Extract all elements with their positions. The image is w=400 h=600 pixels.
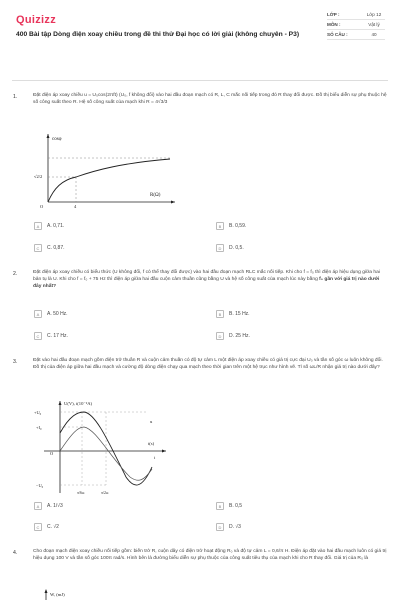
option-text: C. 17 Hz. <box>47 333 68 339</box>
option-text: D. √3 <box>229 524 241 530</box>
meta-count-label: SỐ CÂU : <box>327 32 348 37</box>
option-box: D <box>216 332 224 340</box>
option-box: A <box>34 502 42 510</box>
option-text: A. 0,71. <box>47 223 65 229</box>
option-box: A <box>34 222 42 230</box>
q3-y-tick-u0: +U₀ <box>34 410 42 415</box>
q4-y-label: W, (mJ) <box>50 592 65 597</box>
q3-graph <box>30 397 170 497</box>
option-text: A. 1/√3 <box>47 503 63 509</box>
meta-class <box>327 10 385 20</box>
meta-count <box>327 30 385 40</box>
option-text: A. 50 Hz. <box>47 311 68 317</box>
q3-x-tick-1: π/6ω <box>77 491 85 495</box>
q2-option-c[interactable] <box>34 332 68 340</box>
option-text: C. √2 <box>47 524 59 530</box>
q1-y-tick: √2/2 <box>34 174 43 179</box>
option-text: B. 15 Hz. <box>229 311 250 317</box>
q2-option-a[interactable] <box>34 310 68 318</box>
q3-t-label: t(s) <box>148 441 155 446</box>
option-text: B. 0,5 <box>229 503 243 509</box>
option-box: A <box>34 310 42 318</box>
question-text: Đặt điện áp xoay chiều u = U₀cos(2πft) (U₀, f không đổi) vào hai đầu đoạn mạch có R, L, C mắc nối tiếp trong đó R thay đổi được. Đồ thị biểu diễn sự phụ thuộc hệ số công suất theo R. Hệ số công suất của mạch khi R = 4√3/3 <box>33 93 387 105</box>
meta-subject-label: MÔN : <box>327 22 341 27</box>
q1-option-b[interactable] <box>216 222 246 230</box>
q1-option-a[interactable] <box>34 222 64 230</box>
option-text: B. 0,59. <box>229 223 247 229</box>
q1-x-tick: 4 <box>74 204 77 209</box>
question-text: Cho đoạn mạch điện xoay chiều nối tiếp gồm: biến trở R, cuộn dây có điện trở hoạt động R₀ và độ tự cảm L = 0,6/π H. Điện áp đặt vào hai đầu mạch luôn có giá trị hiệu dụng 100 V và tần số góc 100π rad/s. Hình bên là đường biểu diễn sự phụ thuộc của công suất tiêu thụ của mạch khi cho R thay đổi. Giá trị của R₀ là <box>33 549 387 561</box>
q2-option-b[interactable] <box>216 310 250 318</box>
q1-graph <box>30 130 180 210</box>
q3-i-label: i <box>154 455 156 460</box>
question-text: Đặt vào hai đầu đoạn mạch gồm điện trở thuần R và cuộn cảm thuần có độ tự cảm L một điện áp xoay chiều có giá trị cực đại U₀ và tần số góc ω luôn không đổi. Đồ thị của điện áp giữa hai đầu mạch và cường độ dòng điện chạy qua mạch theo thời gian trên một hệ trục như hình vẽ. Tỉ số ωL/R nhận giá trị nào dưới đây? <box>33 358 383 370</box>
option-box: B <box>216 310 224 318</box>
q3-option-c[interactable] <box>34 523 59 531</box>
q3-option-a[interactable] <box>34 502 63 510</box>
header-divider <box>12 80 388 81</box>
q3-option-d[interactable] <box>216 523 241 531</box>
option-text: D. 0,5. <box>229 245 244 251</box>
option-box: D <box>216 244 224 252</box>
q3-y-tick-i0: +I₀ <box>36 425 42 430</box>
question-emphasis: f₀ gần với giá trị nào dưới đây nhất? <box>33 277 380 289</box>
question-text <box>33 269 389 290</box>
q1-option-c[interactable] <box>34 244 65 252</box>
question-body: Đặt điện áp xoay chiều có biểu thức (U không đổi, f có thể thay đổi được) vào hai đầu đoạn mạch RLC mắc nối tiếp. Khi cho f = f₀ thì điện áp hiệu dụng giữa hai bản tụ là U. Khi cho f = f₀ + 75 Hz thì điện áp giữa hai đầu cuộn cảm thuần cũng bằng U và hệ số công suất của mạch lúc này bằng <box>33 270 380 282</box>
meta-class-value: Lớp 12 <box>366 12 382 17</box>
meta-panel <box>327 10 385 40</box>
meta-class-label: LỚP : <box>327 12 340 17</box>
meta-count-value: 40 <box>371 32 377 37</box>
q3-u-label: u <box>150 419 153 424</box>
meta-subject-value: Vật lý <box>368 22 380 27</box>
q1-option-d[interactable] <box>216 244 244 252</box>
option-box: D <box>216 523 224 531</box>
q1-x-label: R(Ω) <box>150 193 161 198</box>
option-box: C <box>34 523 42 531</box>
question-number: 3. <box>13 359 18 365</box>
option-box: B <box>216 222 224 230</box>
q3-y-tick-minus-u0: −U₀ <box>36 483 44 488</box>
option-box: B <box>216 502 224 510</box>
option-text: C. 0,87. <box>47 245 65 251</box>
q3-x-tick-2: π/2ω <box>101 491 109 495</box>
quizizz-logo: Quizizz <box>16 14 56 26</box>
q2-option-d[interactable] <box>216 332 250 340</box>
question-number: 4. <box>13 550 18 556</box>
q3-y-label: U(V), i(10⁻³A) <box>64 401 93 406</box>
question-number: 1. <box>13 94 18 100</box>
option-box: C <box>34 332 42 340</box>
meta-subject <box>327 20 385 30</box>
option-box: C <box>34 244 42 252</box>
q1-y-label: cosφ <box>52 137 62 142</box>
q3-option-b[interactable] <box>216 502 242 510</box>
question-number: 2. <box>13 271 18 277</box>
q4-graph <box>40 588 100 600</box>
option-text: D. 25 Hz. <box>229 333 250 339</box>
q3-y-tick-origin: O <box>50 451 54 456</box>
q1-origin: O <box>40 204 44 209</box>
page-title: 400 Bài tập Dòng điện xoay chiều trong đề thi thử Đại học có lời giải (không chuyên - P3) <box>16 31 300 38</box>
